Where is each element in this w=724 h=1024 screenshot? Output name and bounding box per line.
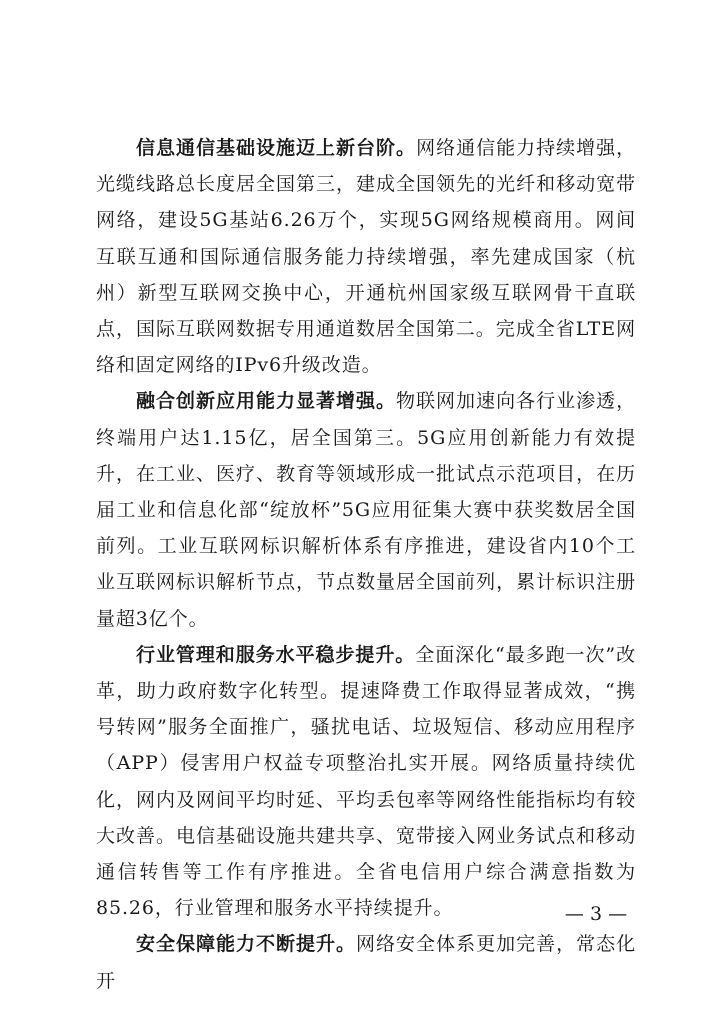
paragraph-lead: 安全保障能力不断提升。 [136,933,357,956]
paragraph-lead: 行业管理和服务水平稳步提升。 [136,643,416,666]
page-number: — 3 — [564,903,628,925]
paragraph-security [96,926,636,998]
paragraph-management [96,637,636,927]
document-body [96,130,636,999]
paragraph-text: 全面深化“最多跑一次”改革，助力政府数字化转型。提速降费工作取得显著成效，“携号转网”服务全面推广，骚扰电话、垃圾短信、移动应用程序（APP）侵害用户权益专项整治扎实开展。网络质量持续优化，网内及网间平均时延、平均丢包率等网络性能指标均有较大改善。电信基础设施共建共享、宽带接入网业务试点和移动通信转售等工作有序推进。全省电信用户综合满意指数为85.26，行业管理和服务水平持续提升。 [96,643,636,920]
paragraph-innovation [96,383,636,636]
paragraph-lead: 信息通信基础设施迈上新台阶。 [136,137,417,159]
paragraph-text: 物联网加速向各行业渗透，终端用户达1.15亿，居全国第三。5G应用创新能力有效提升，在工业、医疗、教育等领域形成一批试点示范项目，在历届工业和信息化部“绽放杯”5G应用征集大赛中获奖数居全国前列。工业互联网标识解析体系有序推进，建设省内10个工业互联网标识解析节点，节点数量居全国前列，累计标识注册量超3亿个。 [96,390,636,630]
paragraph-lead: 融合创新应用能力显著增强。 [136,390,397,413]
paragraph-infrastructure [96,130,636,383]
paragraph-text: 网络通信能力持续增强，光缆线路总长度居全国第三，建成全国领先的光纤和移动宽带网络，建设5G基站6.26万个，实现5G网络规模商用。网间互联互通和国际通信服务能力持续增强，率先建成国家（杭州）新型互联网交换中心，开通杭州国家级互联网骨干直联点，国际互联网数据专用通道数居全国第二。完成全省LTE网络和固定网络的IPv6升级改造。 [96,137,636,377]
paragraph-text: 网络安全体系更加完善，常态化开 [96,933,636,992]
